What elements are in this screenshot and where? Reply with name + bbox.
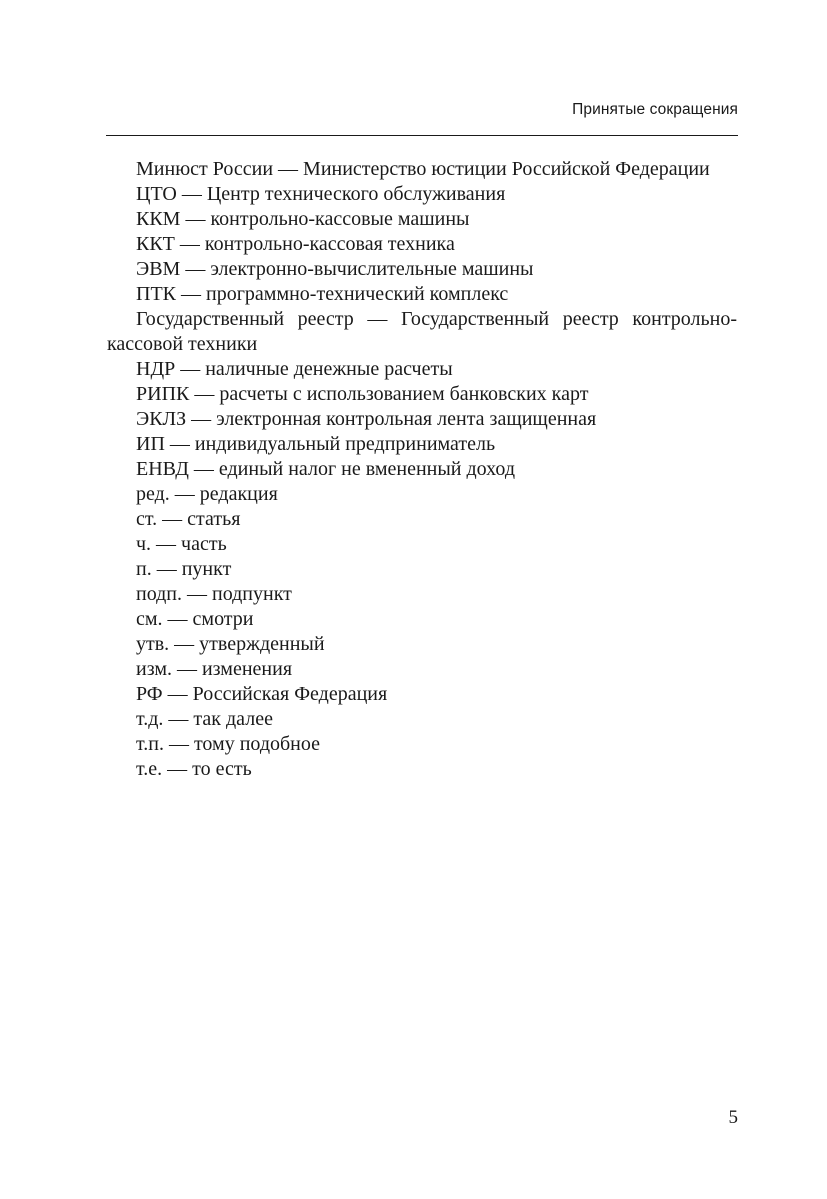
abbreviation-entry: ст. — статья bbox=[136, 508, 241, 530]
abbreviation-entry: т.е. — то есть bbox=[136, 758, 252, 780]
abbreviation-entry: Государственный реестр — Государственный реестр контрольно-кассовой техники bbox=[107, 308, 737, 355]
abbreviation-entry: т.д. — так далее bbox=[136, 708, 273, 730]
abbreviation-entry: подп. — подпункт bbox=[136, 583, 292, 605]
abbreviation-entry: ЭВМ — электронно-вычислительные машины bbox=[136, 258, 534, 280]
abbreviation-entry: ч. — часть bbox=[136, 533, 227, 555]
abbreviation-entry: см. — смотри bbox=[136, 608, 254, 630]
abbreviation-entry: п. — пункт bbox=[136, 558, 232, 580]
abbreviation-entry: ЭКЛЗ — электронная контрольная лента защищенная bbox=[136, 408, 597, 430]
abbreviation-entry: РИПК — расчеты с использованием банковских карт bbox=[136, 383, 589, 405]
abbreviation-entry: ЕНВД — единый налог не вмененный доход bbox=[136, 458, 516, 480]
abbreviation-entry: ИП — индивидуальный предприниматель bbox=[136, 433, 496, 455]
abbreviation-entry: изм. — изменения bbox=[136, 658, 293, 680]
abbreviation-entry: т.п. — тому подобное bbox=[136, 733, 320, 755]
page-number: 5 bbox=[728, 1107, 738, 1128]
abbreviation-entry: утв. — утвержденный bbox=[136, 633, 325, 655]
running-header: Принятые сокращения bbox=[572, 101, 738, 118]
abbreviation-entry: ЦТО — Центр технического обслуживания bbox=[136, 183, 506, 205]
abbreviation-entry: НДР — наличные денежные расчеты bbox=[136, 358, 453, 380]
abbreviation-entry: ПТК — программно-технический комплекс bbox=[136, 283, 509, 305]
abbreviation-entry: РФ — Российская Федерация bbox=[136, 683, 388, 705]
header-rule bbox=[106, 135, 738, 136]
abbreviation-list bbox=[107, 157, 737, 782]
abbreviation-entry: ККМ — контрольно-кассовые машины bbox=[136, 208, 470, 230]
abbreviation-entry: Минюст России — Министерство юстиции Российской Федерации bbox=[136, 158, 710, 180]
abbreviation-entry: ред. — редакция bbox=[136, 483, 278, 505]
abbreviation-entry: ККТ — контрольно-кассовая техника bbox=[136, 233, 455, 255]
